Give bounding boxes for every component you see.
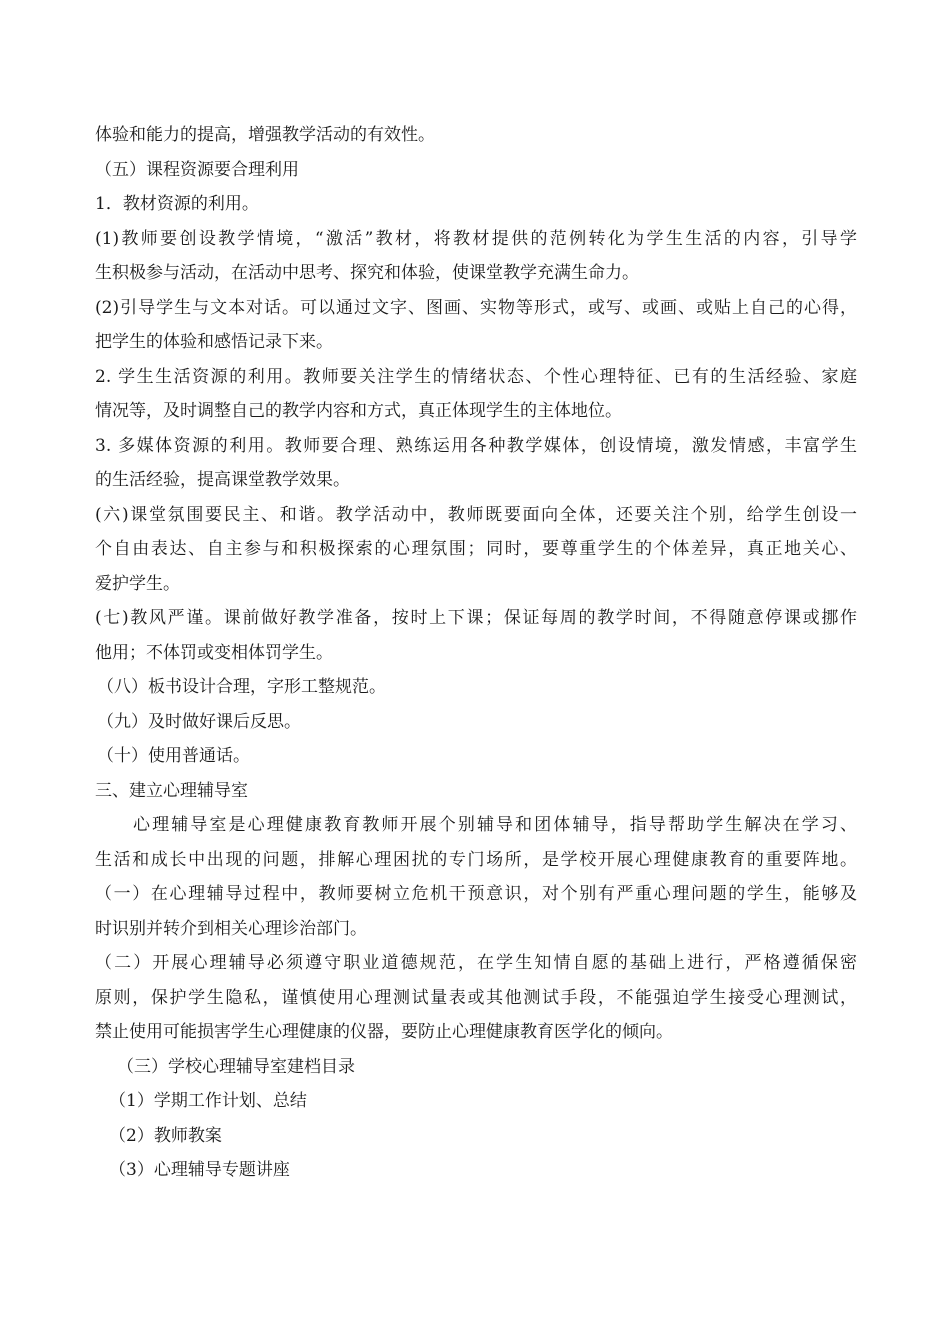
text-line: 2. 学生生活资源的利用。教师要关注学生的情绪状态、个性心理特征、已有的生活经验、家庭 bbox=[95, 366, 857, 387]
text-line: （二）开展心理辅导必须遵守职业道德规范，在学生知情自愿的基础上进行，严格遵循保密 bbox=[95, 953, 857, 973]
text-line: 生积极参与活动，在活动中思考、探究和体验，使课堂教学充满生命力。 bbox=[95, 263, 639, 283]
text-line: (2)引导学生与文本对话。可以通过文字、图画、实物等形式，或写、或画、或贴上自己的心得， bbox=[95, 297, 857, 318]
text-line: 生活和成长中出现的问题，排解心理困扰的专门场所，是学校开展心理健康教育的重要阵地。 bbox=[95, 849, 857, 870]
text-line: （一）在心理辅导过程中，教师要树立危机干预意识，对个别有严重心理问题的学生，能够及 bbox=[95, 884, 857, 904]
text-line: (六)课堂氛围要民主、和谐。教学活动中，教师既要面向全体，还要关注个别，给学生创设一 bbox=[95, 504, 857, 525]
document-body bbox=[95, 118, 857, 1188]
text-line: 3. 多媒体资源的利用。教师要合理、熟练运用各种教学媒体，创设情境，激发情感，丰富学生 bbox=[95, 435, 857, 456]
list-item: （九）及时做好课后反思。 bbox=[97, 711, 301, 732]
text-line: 心理辅导室是心理健康教育教师开展个别辅导和团体辅导，指导帮助学生解决在学习、 bbox=[133, 815, 857, 835]
list-item: （1）学期工作计划、总结 bbox=[109, 1091, 307, 1111]
text-line: 禁止使用可能损害学生心理健康的仪器，要防止心理健康教育医学化的倾向。 bbox=[95, 1022, 673, 1042]
list-item: （八）板书设计合理，字形工整规范。 bbox=[97, 677, 386, 697]
list-heading: （三）学校心理辅导室建档目录 bbox=[117, 1056, 355, 1077]
text-line: 原则，保护学生隐私，谨慎使用心理测试量表或其他测试手段，不能强迫学生接受心理测试， bbox=[95, 987, 857, 1008]
text-line: 把学生的体验和感悟记录下来。 bbox=[95, 332, 333, 352]
text-line: 个自由表达、自主参与和积极探索的心理氛围；同时，要尊重学生的个体差异，真正地关心、 bbox=[95, 539, 857, 559]
text-line: (1)教师要创设教学情境，“激活”教材，将教材提供的范例转化为学生生活的内容，引导学 bbox=[95, 228, 857, 249]
text-line: 他用；不体罚或变相体罚学生。 bbox=[95, 642, 333, 663]
text-line: 时识别并转介到相关心理诊治部门。 bbox=[95, 918, 367, 939]
section-heading: 三、建立心理辅导室 bbox=[95, 780, 248, 801]
list-item: （2）教师教案 bbox=[109, 1125, 222, 1146]
text-line: 情况等，及时调整自己的教学内容和方式，真正体现学生的主体地位。 bbox=[95, 401, 622, 421]
subsection-heading: 1．教材资源的利用。 bbox=[95, 194, 259, 214]
text-line: 体验和能力的提高，增强教学活动的有效性。 bbox=[95, 125, 435, 145]
list-item: （十）使用普通话。 bbox=[97, 746, 250, 766]
text-line: (七)教风严谨。课前做好教学准备，按时上下课；保证每周的教学时间，不得随意停课或挪作 bbox=[95, 608, 857, 628]
section-heading: （五）课程资源要合理利用 bbox=[95, 159, 299, 180]
text-line: 爱护学生。 bbox=[95, 573, 180, 594]
list-item: （3）心理辅导专题讲座 bbox=[109, 1160, 290, 1180]
text-line: 的生活经验，提高课堂教学效果。 bbox=[95, 470, 350, 490]
